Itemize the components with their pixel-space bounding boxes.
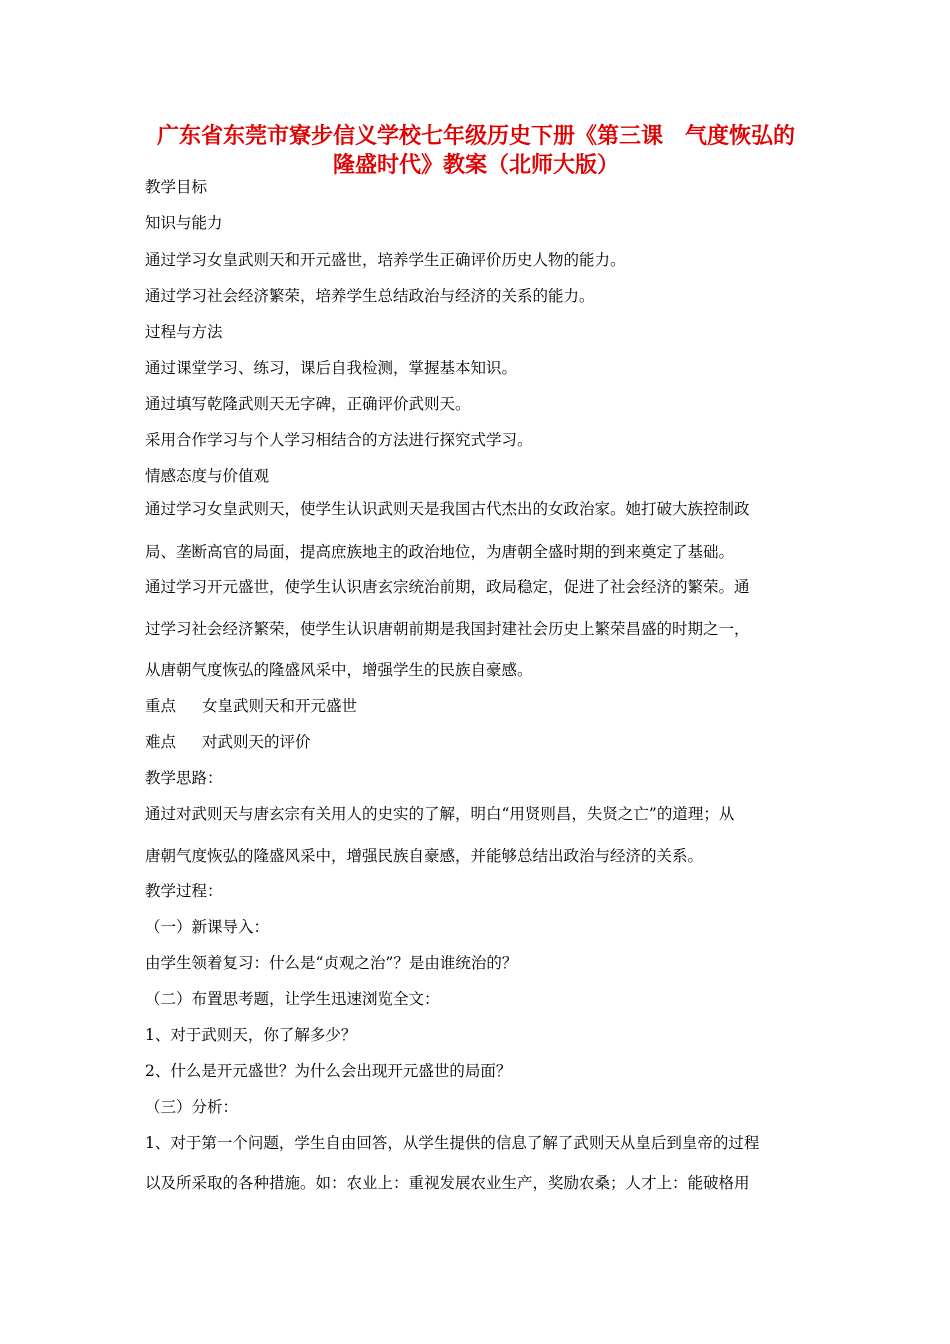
heading-teaching-approach: 教学思路： bbox=[145, 769, 223, 787]
difficult-point-label: 难点 bbox=[145, 733, 177, 751]
paragraph-line: 唐朝气度恢弘的隆盛风采中，增强民族自豪感，并能够总结出政治与经济的关系。 bbox=[145, 847, 704, 865]
heading-emotion-values: 情感态度与价值观 bbox=[145, 467, 270, 485]
section-heading: （一）新课导入： bbox=[145, 918, 270, 936]
paragraph-line: 1、对于第一个问题，学生自由回答，从学生提供的信息了解了武则天从皇后到皇帝的过程 bbox=[145, 1134, 760, 1152]
paragraph-line: 通过对武则天与唐玄宗有关用人的史实的了解，明白“用贤则昌，失贤之亡”的道理；从 bbox=[145, 805, 735, 823]
document-title bbox=[140, 122, 812, 180]
difficult-point-text: 对武则天的评价 bbox=[202, 733, 311, 751]
paragraph-line: 过学习社会经济繁荣，使学生认识唐朝前期是我国封建社会历史上繁荣昌盛的时期之一， bbox=[145, 620, 750, 638]
paragraph: 采用合作学习与个人学习相结合的方法进行探究式学习。 bbox=[145, 431, 533, 449]
key-point-row bbox=[145, 697, 807, 716]
paragraph-line: 通过学习开元盛世，使学生认识唐玄宗统治前期，政局稳定，促进了社会经济的繁荣。通 bbox=[145, 578, 750, 596]
paragraph: 通过学习女皇武则天和开元盛世，培养学生正确评价历史人物的能力。 bbox=[145, 251, 626, 269]
difficult-point-row bbox=[145, 733, 807, 752]
paragraph-line: 从唐朝气度恢弘的隆盛风采中，增强学生的民族自豪感。 bbox=[145, 661, 533, 679]
question-item: 2、什么是开元盛世？为什么会出现开元盛世的局面？ bbox=[145, 1062, 512, 1080]
heading-teaching-process: 教学过程： bbox=[145, 882, 223, 900]
paragraph: 通过填写乾隆武则天无字碑，正确评价武则天。 bbox=[145, 395, 471, 413]
heading-teaching-objectives: 教学目标 bbox=[145, 178, 208, 196]
title-line-1: 广东省东莞市寮步信义学校七年级历史下册《第三课 气度恢弘的 bbox=[156, 124, 795, 149]
section-heading: （三）分析： bbox=[145, 1098, 239, 1116]
paragraph: 通过课堂学习、练习，课后自我检测，掌握基本知识。 bbox=[145, 359, 518, 377]
paragraph-line: 以及所采取的各种措施。如：农业上：重视发展农业生产，奖励农桑；人才上：能破格用 bbox=[145, 1174, 750, 1192]
key-point-text: 女皇武则天和开元盛世 bbox=[202, 697, 358, 715]
section-heading: （二）布置思考题，让学生迅速浏览全文： bbox=[145, 990, 440, 1008]
paragraph-line: 局、垄断高官的局面，提高庶族地主的政治地位，为唐朝全盛时期的到来奠定了基础。 bbox=[145, 543, 735, 561]
title-line-2: 隆盛时代》教案（北师大版） bbox=[332, 153, 619, 178]
question-item: 1、对于武则天，你了解多少？ bbox=[145, 1026, 357, 1044]
heading-knowledge-ability: 知识与能力 bbox=[145, 214, 223, 232]
paragraph: 由学生领着复习：什么是“贞观之治”？是由谁统治的？ bbox=[145, 954, 518, 972]
key-point-label: 重点 bbox=[145, 697, 177, 715]
paragraph: 通过学习社会经济繁荣，培养学生总结政治与经济的关系的能力。 bbox=[145, 287, 595, 305]
paragraph-line: 通过学习女皇武则天，使学生认识武则天是我国古代杰出的女政治家。她打破大族控制政 bbox=[145, 500, 750, 518]
heading-process-method: 过程与方法 bbox=[145, 323, 223, 341]
